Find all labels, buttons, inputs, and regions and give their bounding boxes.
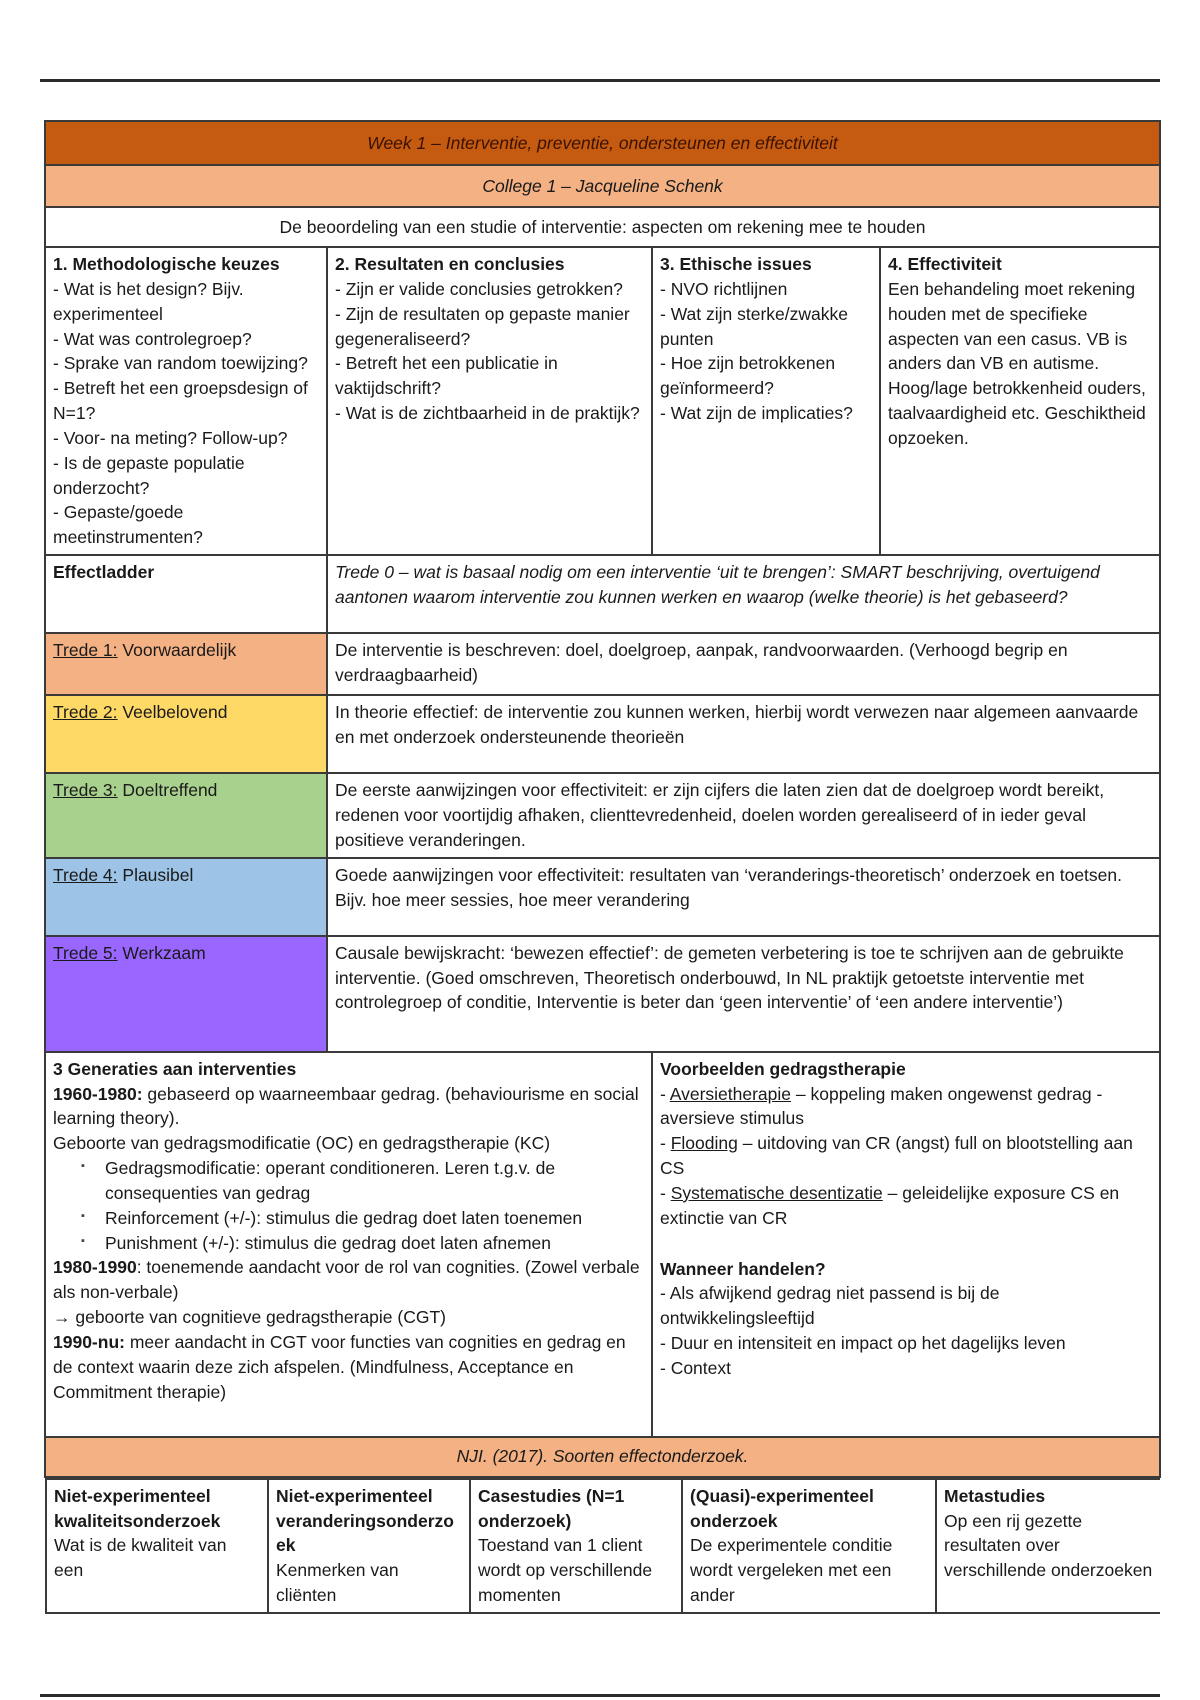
example-item: - Flooding – uitdoving van CR (angst) full on blootstelling aan CS (660, 1133, 1133, 1179)
aspect-line: - Zijn de resultaten op gepaste manier gegeneraliseerd? (335, 303, 630, 349)
generation-text: gebaseerd op waarneembaar gedrag. (behaviourisme en social learning theory). (53, 1083, 639, 1129)
aspect-line: - Zijn er valide conclusies getrokken? (335, 278, 623, 299)
generation-1990 (53, 1330, 644, 1405)
aspect-line: - Wat is de zichtbaarheid in de praktijk? (335, 403, 640, 424)
example-term: Flooding (670, 1133, 738, 1154)
trede-1-cell (45, 633, 327, 695)
nji-column (682, 1479, 936, 1613)
aspect-line: - Voor- na meting? Follow-up? (53, 427, 288, 448)
generations-cell (45, 1052, 652, 1437)
effectladder-heading: Effectladder (53, 562, 155, 583)
trede-label: Trede 3: (53, 780, 118, 801)
effectladder-label (45, 555, 327, 633)
aspect-line: - Hoe zijn betrokkenen geïnformeerd? (660, 353, 836, 399)
trede-2-cell (45, 695, 327, 773)
trede-label: Trede 1: (53, 640, 118, 661)
trede-4-text: Goede aanwijzingen voor effectiviteit: resultaten van ‘veranderings-theoretisch’ onderzoek en toetsen. Bijv. hoe meer sessies, hoe meer verandering (327, 858, 1160, 936)
list-item: ▪ Punishment (+/-): stimulus die gedrag doet laten afnemen (105, 1231, 644, 1256)
when-title: Wanneer handelen? (660, 1258, 826, 1279)
trede-3-text: De eerste aanwijzingen voor effectiviteit: er zijn cijfers die laten zien dat de doelgroep wordt bereikt, redenen voor voortijdig afhaken, clienttevredenheid, doelen worden gerealiseerd of in ieder geval positieve veranderingen. (327, 773, 1160, 858)
trede-label: Trede 2: (53, 702, 118, 723)
trede-name: Veelbelovend (117, 702, 228, 723)
trede-4-cell (45, 858, 327, 936)
when-item: - Duur en intensiteit en impact op het dagelijks leven (660, 1333, 1066, 1354)
aspect-line: - Sprake van random toewijzing? (53, 353, 308, 374)
college-title: College 1 – Jacqueline Schenk (45, 165, 1160, 207)
aspect-title: 4. Effectiviteit (888, 254, 1002, 274)
aspects-row (45, 247, 1160, 555)
aspect-resultaten (327, 247, 652, 555)
aspect-title: 2. Resultaten en conclusies (335, 254, 565, 274)
example-text: – uitdoving van CR (angst) full on blootstelling aan CS (660, 1133, 1133, 1179)
aspect-line: - NVO richtlijnen (660, 278, 788, 299)
trede-name: Werkzaam (117, 942, 206, 963)
week-title: Week 1 – Interventie, preventie, ondersteunen en effectiviteit (45, 121, 1160, 165)
aspect-title: 1. Methodologische keuzes (53, 254, 280, 274)
trede-2-text: In theorie effectief: de interventie zou kunnen werken, hierbij wordt verwezen naar algemeen aanvaarde en met onderzoek ondersteunende theorieën (327, 695, 1160, 773)
aspect-line: - Is de gepaste populatie onderzocht? (53, 452, 245, 498)
when-item: - Context (660, 1357, 731, 1378)
nji-table (45, 1478, 1160, 1614)
generation-text: meer aandacht in CGT voor functies van cognities en gedrag en de context waarin deze zich afspelen. (Mindfulness, Acceptance en Commitment therapie) (53, 1331, 626, 1402)
examples-title: Voorbeelden gedragstherapie (660, 1058, 906, 1079)
generation-label: 1980-1990 (53, 1257, 137, 1278)
nji-column (470, 1479, 682, 1613)
nji-column-text: Toestand van 1 client wordt op verschillende momenten (478, 1535, 653, 1606)
generations-title: 3 Generaties aan interventies (53, 1058, 297, 1079)
nji-column-title: (Quasi)-experimenteel onderzoek (690, 1485, 874, 1531)
trede-name: Doeltreffend (117, 780, 218, 801)
top-rule (40, 79, 1160, 82)
nji-column (936, 1479, 1160, 1613)
list-item: ▪ Gedragsmodificatie: operant conditioneren. Leren t.g.v. de consequenties van gedrag (105, 1156, 644, 1206)
example-item: - Aversietherapie – koppeling maken ongewenst gedrag - aversieve stimulus (660, 1083, 1103, 1129)
aspect-line: - Wat is het design? Bijv. experimenteel (53, 278, 244, 324)
aspect-ethiek (652, 247, 880, 555)
intro-text: De beoordeling van een studie of interventie: aspecten om rekening mee te houden (45, 207, 1160, 247)
trede-3-cell (45, 773, 327, 858)
aspect-line: - Betreft het een groepsdesign of N=1? (53, 378, 308, 424)
aspect-line: - Wat zijn sterke/zwakke punten (660, 303, 849, 349)
nji-column (46, 1479, 268, 1613)
trede-5-text: Causale bewijskracht: ‘bewezen effectief’: de gemeten verbetering is toe te schrijven aan de gebruikte interventie. (Goed omschreven, Theoretisch onderbouwd, In NL praktijk getoetste interventie met controlegroep of conditie, Interventie is beter dan ‘geen interventie’ of ‘een andere interventie’) (327, 936, 1160, 1052)
examples-cell (652, 1052, 1160, 1437)
aspect-line: - Wat was controlegroep? (53, 328, 252, 349)
trede-5-cell (45, 936, 327, 1052)
generation-1980 (53, 1255, 644, 1305)
example-text: – koppeling maken ongewenst gedrag - aversieve stimulus (660, 1083, 1103, 1129)
generation-label: 1990-nu: (53, 1331, 125, 1352)
generation-line: → geboorte van cognitieve gedragstherapie (CGT) (53, 1307, 446, 1328)
nji-row (45, 1477, 1160, 1614)
nji-column-text: Op een rij gezette resultaten over verschillende onderzoeken (944, 1510, 1153, 1581)
example-term: Aversietherapie (669, 1083, 792, 1104)
nji-column-title: Casestudies (N=1 onderzoek) (478, 1485, 625, 1531)
generation-bullets (53, 1156, 644, 1255)
generation-text: : toenemende aandacht voor de rol van cognities. (Zowel verbale als non-verbale) (53, 1257, 640, 1303)
spacer (660, 1231, 1152, 1257)
generation-line: Geboorte van gedragsmodificatie (OC) en gedragstherapie (KC) (53, 1133, 551, 1154)
example-text: – geleidelijke exposure CS en extinctie van CR (660, 1182, 1120, 1228)
trede-name: Voorwaardelijk (117, 640, 237, 661)
generation-1960 (53, 1082, 644, 1132)
list-item: ▪ Reinforcement (+/-): stimulus die gedrag doet laten toenemen (105, 1206, 644, 1231)
aspect-line: Een behandeling moet rekening houden met de specifieke aspecten van een casus. VB is anders dan VB en autisme. Hoog/lage betrokkenheid ouders, taalvaardigheid etc. Geschiktheid opzoeken. (888, 278, 1146, 448)
trede-0-text: Trede 0 – wat is basaal nodig om een interventie ‘uit te brengen’: SMART beschrijving, overtuigend aantonen waarom interventie zou kunnen werken en waarop (welke theorie) is het gebaseerd? (327, 555, 1160, 633)
aspect-title: 3. Ethische issues (660, 254, 812, 274)
aspect-line: - Betreft het een publicatie in vaktijdschrift? (335, 353, 558, 399)
generation-label: 1960-1980: (53, 1083, 143, 1104)
aspect-methodologie (45, 247, 327, 555)
summary-table (44, 120, 1161, 1614)
trede-label: Trede 5: (53, 942, 118, 963)
aspect-line: - Gepaste/goede meetinstrumenten? (53, 502, 203, 548)
trede-name: Plausibel (117, 864, 194, 885)
nji-column-title: Niet-experimenteel veranderingsonderzoek (276, 1485, 454, 1556)
nji-title: NJI. (2017). Soorten effectonderzoek. (45, 1437, 1160, 1477)
nji-column-text: De experimentele conditie wordt vergeleken met een ander (690, 1535, 893, 1606)
trede-label: Trede 4: (53, 864, 118, 885)
nji-column-title: Metastudies (944, 1485, 1046, 1506)
nji-column (268, 1479, 470, 1613)
nji-column-text: Kenmerken van cliënten (276, 1560, 399, 1606)
nji-column-text: Wat is de kwaliteit van een (54, 1535, 227, 1581)
aspect-line: - Wat zijn de implicaties? (660, 403, 853, 424)
example-item: - Systematische desentizatie – geleidelijke exposure CS en extinctie van CR (660, 1182, 1120, 1228)
when-item: - Als afwijkend gedrag niet passend is bij de ontwikkelingsleeftijd (660, 1283, 1000, 1329)
bottom-rule (40, 1694, 1160, 1697)
aspect-effectiviteit (880, 247, 1160, 555)
nji-column-title: Niet-experimenteel kwaliteitsonderzoek (54, 1485, 221, 1531)
trede-1-text: De interventie is beschreven: doel, doelgroep, aanpak, randvoorwaarden. (Verhoogd begrip en verdraagbaarheid) (327, 633, 1160, 695)
example-term: Systematische desentizatie (670, 1182, 883, 1203)
